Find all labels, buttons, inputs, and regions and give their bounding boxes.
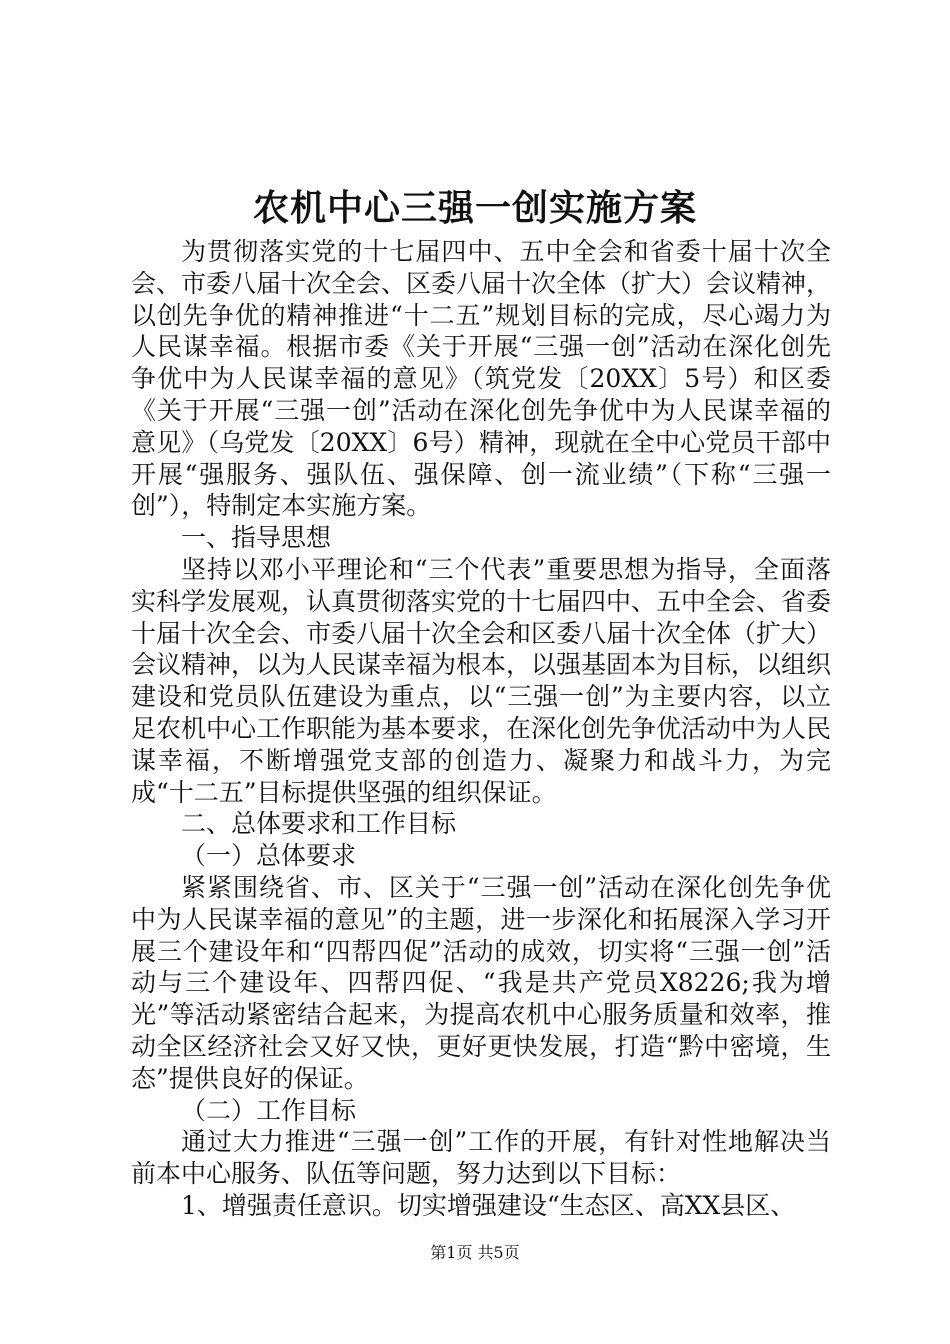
- document-title: 农机中心三强一创实施方案: [252, 187, 697, 229]
- page-footer: 第1页 共5页: [430, 1243, 520, 1262]
- document-body: [131, 236, 831, 1222]
- subsection-heading-overall-requirements: （一）总体要求: [181, 841, 357, 871]
- paragraph-guiding-ideology: 坚持以邓小平理论和“三个代表”重要思想为指导，全面落实科学发展观，认真贯彻落实党的十七届四中、五中全会、省委十届十次全会、市委八届十次全会和区委八届十次全体（扩大）会议精神，以为人民谋幸福为根本，以强基固本为目标，以组织建设和党员队伍建设为重点，以“三强一创”为主要内容，以立足农机中心工作职能为基本要求，在深化创先争优活动中为人民谋幸福，不断增强党支部的创造力、凝聚力和战斗力，为完成“十二五”目标提供坚强的组织保证。: [131, 554, 832, 807]
- subsection-heading-work-goals: （二）工作目标: [181, 1095, 357, 1125]
- section-heading-guiding-ideology: 一、指导思想: [181, 523, 332, 553]
- paragraph-overall-requirements: 紧紧围绕省、市、区关于“三强一创”活动在深化创先争优中为人民谋幸福的意见”的主题，进一步深化和拓展深入学习开展三个建设年和“四帮四促”活动的成效，切实将“三强一创”活动与三个建设年、四帮四促、“我是共产党员X8226;我为增光”等活动紧密结合起来，为提高农机中心服务质量和效率，推动全区经济社会又好又快，更好更快发展，打造“黔中密境，生态”提供良好的保证。: [131, 872, 831, 1093]
- paragraph-intro: 为贯彻落实党的十七届四中、五中全会和省委十届十次全会、市委八届十次全会、区委八届十次全体（扩大）会议精神，以创先争优的精神推进“十二五”规划目标的完成，尽心竭力为人民谋幸福。根据市委《关于开展“三强一创”活动在深化创先争优中为人民谋幸福的意见》（筑党发〔20XX〕5号）和区委《关于开展“三强一创”活动在深化创先争优中为人民谋幸福的意见》（乌党发〔20XX〕6号）精神，现就在全中心党员干部中开展“强服务、强队伍、强保障、创一流业绩”（下称“三强一创”），特制定本实施方案。: [131, 237, 832, 521]
- section-heading-requirements-goals: 二、总体要求和工作目标: [181, 809, 457, 839]
- paragraph-work-goals: 通过大力推进“三强一创”工作的开展，有针对性地解决当前本中心服务、队伍等问题，努力达到以下目标：: [131, 1127, 831, 1189]
- paragraph-goal-1: 1、增强责任意识。切实增强建设“生态区、高XX县区、: [181, 1190, 796, 1220]
